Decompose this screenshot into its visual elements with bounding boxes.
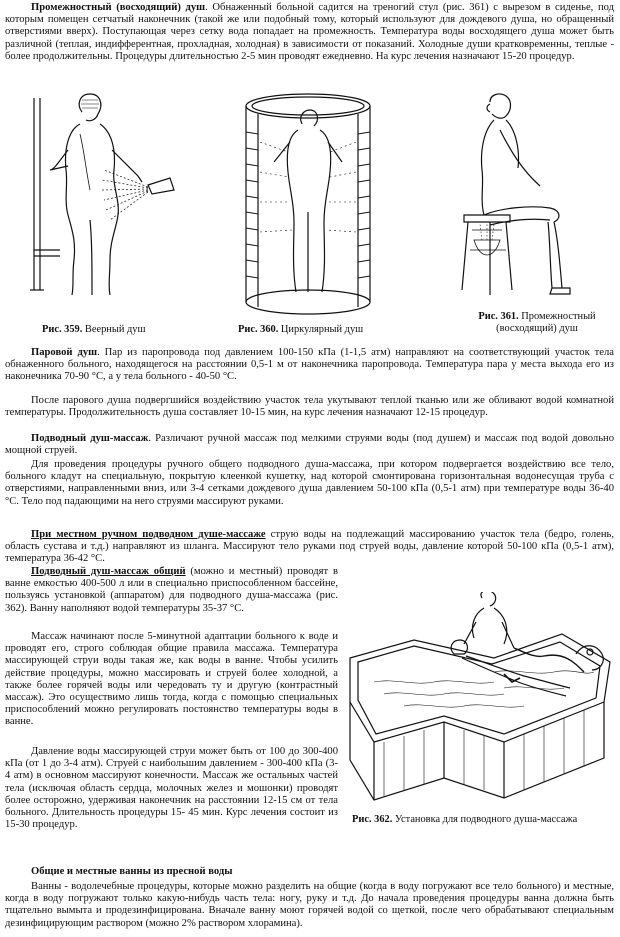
paragraph-manual-local: При местном ручном подводном душе-массаже струю воды на подлежащий массированию участок тела (бедро, голень, область сустава и т.д.) направляют из шланга. Массируют тело руками под струей воды, давление которой 50-100 кПа (0,5-1 атм), температура 36-42 °С.: [5, 529, 614, 565]
paragraph-underwater-general: Подводный душ-массаж общий (можно и местный) проводят в ванне емкостью 400-500 л или в специально приспособленном бассейне, пользуясь установкой (аппаратом) для подводного душа-массажа (рис. 362). Ванну наполняют водой температуры 35-37 °С.: [5, 566, 338, 614]
caption-fig-362: Рис. 362. Установка для подводного душа-массажа: [352, 814, 578, 825]
caption-fig-360: Рис. 360. Циркулярный душ: [238, 324, 364, 335]
term-manual-local: При местном ручном подводном душе-массаже: [31, 529, 266, 540]
paragraph-pressure: Давление воды массирующей струи может быть от 100 до 300-400 кПа (от 1 до 3-4 атм). Струей с наибольшим давлением - 300-400 кПа (3-4 атм) в основном массируют конечности. Массаж же остальных частей тела (исключая область сердца, молочных желез и мошонки) проводят более осторожно, удерживая наконечник на расстоянии 12-15 см от тела больного. Длительность процедуры 15- 45 мин. Курс лечения состоит из 15-30 процедур.: [5, 746, 338, 831]
figure-fan-shower: [20, 90, 180, 300]
term-underwater-general: Подводный душ-массаж общий: [31, 566, 186, 577]
caption-fig-361: Рис. 361. Промежностный (восходящий) душ: [478, 311, 596, 334]
term-underwater-massage: Подводный душ-массаж: [31, 433, 149, 444]
term-perineal-shower: Промежностный (восходящий) душ: [31, 2, 206, 13]
paragraph-perineal-shower: Промежностный (восходящий) душ. Обнаженный больной садится на треногий стул (рис. 361) с вырезом в сиденье, под которым помещен сетчатый наконечник (такой же или подобный тому, который используют для дождевого душа, но обращенный отверстиями вверх). Поступающая через сетку вода попадает на промежность. Температура воды восходящего душа может быть различной (теплая, индифферентная, прохладная, холодная) в зависимости от показаний. Холодные души кратковременны, теплые - более продолжительны. Процедуры длительностью 2-5 мин проводят ежедневно. На курс лечения назначают 15-20 процедур.: [5, 2, 614, 62]
figure-underwater-massage-bath: [344, 592, 616, 810]
paragraph-massage-start: Массаж начинают после 5-минутной адаптации больного к воде и проводят его, строго соблюдая общие правила массажа. Температура массирующей струи воды такая же, как воды в ванне. Чтобы усилить действие процедуры, можно массировать и струей более холодной, а также более горячей воды или чередовать ту и другую (контрастный массаж). Это осуществимо лишь тогда, когда с помощью специальных приспособлений можно регулировать постоянство температуры воды в ванне.: [5, 631, 338, 728]
section-heading: Общие и местные ванны из пресной воды: [31, 866, 233, 877]
figure-perineal-shower: [450, 90, 580, 300]
term-steam-shower: Паровой душ: [31, 347, 98, 358]
caption-fig-359: Рис. 359. Веерный душ: [42, 324, 146, 335]
paragraph-underwater-massage: Подводный душ-массаж. Различают ручной массаж под мелкими струями воды (под душем) и массаж под водой довольно мощной струей.: [5, 433, 615, 457]
paragraph-steam-shower: Паровой душ. Пар из паропровода под давлением 100-150 кПа (1-1,5 атм) направляют на соответствующий участок тела обнаженного больного, находящегося на расстоянии 0,5-1 м от наконечника паропровода. Температура пара у места выхода его из наконечника 70-90 °С, а у тела больного - 40-50 °С.: [5, 347, 614, 383]
paragraph-steam-after: После парового душа подвергшийся воздействию участок тела укутывают теплой тканью или же обливают водой комнатной температуры. Продолжительность душа составляет 10-15 мин, на курс лечения назначают 12-15 процедур.: [5, 395, 614, 419]
figure-circular-shower: [238, 92, 378, 318]
paragraph-manual-general: Для проведения процедуры ручного общего подводного душа-массажа, при котором подвергается воздействию все тело, больного кладут на специальную, покрытую клеенкой кушетку, над которой смонтирована горизонтальная водонесущая труба с отверстиями, направленными вниз, или 3-4 сетками дождевого душа давлением 50-100 кПа (0,5-1 атм) при температуре воды 36-40 °С. Тело под падающими на него струями массируют руками.: [5, 459, 614, 507]
paragraph-baths: Ванны - водолечебные процедуры, которые можно разделить на общие (когда в воду погружают все тело больного) и местные, когда в воду погружают только какую-нибудь часть тела: ногу, руку и т.д. До начала проведения процедуры ванна должна быть тщательно вымыта и продезинфицирована. Вначале ванну моют горячей водой со щеткой, после чего обрабатывают специальным дезинфицирующим раствором (можно 2% раствором хлорамина).: [5, 881, 614, 929]
